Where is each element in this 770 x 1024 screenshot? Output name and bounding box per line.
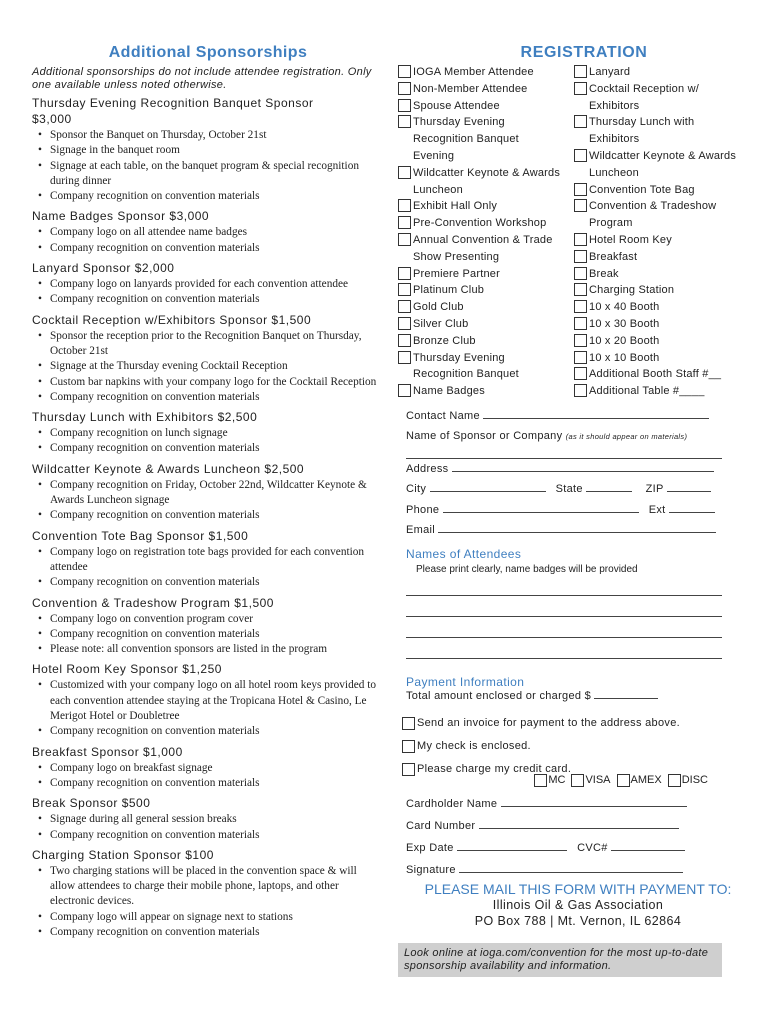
attendee-line[interactable] (406, 596, 722, 617)
mail-org: Illinois Oil & Gas Association (492, 897, 664, 912)
benefit-item: • Signage at each table, on the banquet program & special recognition during dinner (50, 159, 384, 190)
check-option[interactable] (402, 740, 758, 753)
option-label: 10 x 10 Booth (589, 351, 660, 364)
attendees-note: Please print clearly, name badges will be provided (416, 563, 638, 575)
card-type-options (398, 774, 708, 787)
invoice-checkbox[interactable] (402, 717, 415, 730)
checkbox[interactable] (398, 283, 411, 296)
check-checkbox[interactable] (402, 740, 415, 753)
invoice-option[interactable] (402, 717, 758, 730)
mail-address: PO Box 788 | Mt. Vernon, IL 62864 (474, 913, 682, 928)
option-label: Thursday Lunch with Exhibitors (589, 116, 695, 146)
option-label: Non-Member Attendee (413, 82, 528, 95)
cvc-label: CVC# (577, 841, 608, 854)
sponsor-benefits (32, 277, 384, 308)
card-type-checkbox[interactable] (668, 774, 681, 787)
sponsor-title: Break Sponsor $500 (32, 796, 151, 811)
benefit-item: • Company logo on lanyards provided for each convention attendee (50, 277, 384, 292)
card-type-option[interactable] (617, 774, 662, 787)
address-label: Address (406, 462, 449, 475)
option-label: Spouse Attendee (413, 99, 500, 112)
benefit-item: • Company recognition on convention materials (50, 828, 384, 843)
sponsor-title: Cocktail Reception w/Exhibitors Sponsor $1,500 (32, 312, 312, 327)
registration-option[interactable] (398, 98, 574, 115)
cardholder-label: Cardholder Name (406, 797, 498, 810)
registration-option[interactable] (574, 316, 754, 333)
sponsor-benefits (32, 864, 384, 940)
card-type-checkbox[interactable] (571, 774, 584, 787)
option-label: Additional Table #____ (589, 385, 705, 398)
option-label: 10 x 30 Booth (589, 317, 660, 330)
option-label: Name Badges (413, 385, 485, 398)
registration-option[interactable] (398, 316, 574, 333)
phone-field[interactable] (406, 500, 758, 521)
sponsor-title: Thursday Evening Recognition Banquet Sponsor $3,000 (32, 96, 314, 126)
registration-option[interactable] (574, 198, 754, 232)
checkbox[interactable] (398, 384, 411, 397)
benefit-item: • Company logo on all attendee name badges (50, 225, 384, 240)
invoice-label: Send an invoice for payment to the address above. (417, 717, 680, 730)
email-label: Email (406, 524, 436, 537)
sponsor-title: Convention & Tradeshow Program $1,500 (32, 595, 274, 610)
registration-option[interactable] (574, 350, 754, 367)
checkbox[interactable] (398, 334, 411, 347)
checkbox[interactable] (574, 233, 587, 246)
benefit-item: • Company recognition on convention materials (50, 189, 384, 204)
checkbox[interactable] (574, 300, 587, 313)
sponsorships-title: Additional Sponsorships (108, 44, 308, 61)
registration-option[interactable] (574, 282, 754, 299)
sponsor-benefits (32, 478, 384, 524)
sponsor-benefits (32, 329, 384, 405)
attendee-line[interactable] (406, 617, 722, 638)
sponsor-title: Thursday Lunch with Exhibitors $2,500 (32, 410, 258, 425)
card-number-field[interactable] (406, 815, 758, 837)
city-state-zip-field[interactable] (406, 479, 758, 500)
option-label: Wildcatter Keynote & Awards Luncheon (413, 166, 561, 196)
attendee-line[interactable] (406, 638, 722, 659)
registration-options (398, 64, 758, 400)
option-label: Gold Club (413, 301, 464, 314)
registration-option[interactable] (574, 299, 754, 316)
checkbox[interactable] (398, 65, 411, 78)
registration-option[interactable] (574, 333, 754, 350)
checkbox[interactable] (574, 250, 587, 263)
credit-checkbox[interactable] (402, 763, 415, 776)
registration-option[interactable] (574, 81, 754, 115)
checkbox[interactable] (574, 183, 587, 196)
signature-label: Signature (406, 863, 456, 876)
checkbox[interactable] (574, 115, 587, 128)
benefit-item: • Company logo will appear on signage next to stations (50, 910, 384, 925)
card-type-label: DISC (681, 774, 708, 787)
sponsor-benefits (32, 426, 384, 457)
sponsor-title: Wildcatter Keynote & Awards Luncheon $2,500 (32, 461, 305, 476)
zip-label: ZIP (645, 483, 664, 496)
benefit-item: • Signage during all general session breaks (50, 812, 384, 827)
email-field[interactable] (406, 520, 758, 541)
contact-name-field[interactable] (406, 406, 758, 427)
benefit-item: • Customized with your company logo on all hotel room keys provided to each convention attendee staying at the Tropicana Hotel & Casino, Le Merigot Hotel or Doubletree (50, 678, 384, 724)
registration-option[interactable] (398, 232, 574, 266)
registration-option[interactable] (398, 350, 574, 384)
registration-title: REGISTRATION (520, 44, 648, 61)
checkbox[interactable] (574, 367, 587, 380)
checkbox[interactable] (574, 82, 587, 95)
sponsor-benefits (32, 128, 384, 204)
exp-date-label: Exp Date (406, 841, 454, 854)
city-label: City (406, 483, 427, 496)
benefit-item: • Company recognition on convention materials (50, 292, 384, 307)
signature-field[interactable] (406, 859, 758, 881)
checkbox[interactable] (574, 199, 587, 212)
benefit-item: • Company recognition on convention materials (50, 724, 384, 739)
registration-option[interactable] (398, 333, 574, 350)
checkbox[interactable] (398, 300, 411, 313)
option-label: Cocktail Reception w/ Exhibitors (589, 82, 699, 112)
sponsor-title: Hotel Room Key Sponsor $1,250 (32, 662, 222, 677)
card-type-option[interactable] (571, 774, 610, 787)
address-field[interactable] (406, 459, 758, 480)
sponsor-title: Lanyard Sponsor $2,000 (32, 261, 175, 276)
sponsor-benefits (32, 612, 384, 658)
sponsor-title: Charging Station Sponsor $100 (32, 847, 214, 862)
checkbox[interactable] (398, 317, 411, 330)
benefit-item: • Company recognition on convention materials (50, 575, 384, 590)
sponsor-benefits (32, 812, 384, 843)
contact-section (398, 406, 758, 541)
checkbox[interactable] (398, 233, 411, 246)
option-label: Annual Convention & Trade Show Presenting (413, 233, 553, 263)
benefit-item: • Company recognition on convention materials (50, 241, 384, 256)
option-label: Charging Station (589, 284, 675, 297)
checkbox[interactable] (574, 65, 587, 78)
sponsor-benefits (32, 678, 384, 739)
registration-option[interactable] (398, 198, 574, 215)
state-label: State (555, 483, 583, 496)
option-label: Hotel Room Key (589, 233, 672, 246)
option-label: 10 x 40 Booth (589, 301, 660, 314)
registration-option[interactable] (574, 232, 754, 249)
sponsor-title: Breakfast Sponsor $1,000 (32, 744, 183, 759)
checkbox[interactable] (574, 267, 587, 280)
sponsor-benefits (32, 225, 384, 256)
payment-title: Payment Information (406, 674, 525, 689)
checkbox[interactable] (574, 283, 587, 296)
checkbox[interactable] (574, 317, 587, 330)
option-label: Break (589, 267, 619, 280)
sponsor-name-note: (as it should appear on materials) (565, 432, 688, 442)
registration-option[interactable] (574, 266, 754, 283)
registration-option[interactable] (398, 383, 574, 400)
registration-option[interactable] (574, 249, 754, 266)
checkbox[interactable] (398, 166, 411, 179)
benefit-item: • Company logo on registration tote bags provided for each convention attendee (50, 545, 384, 576)
option-label: Breakfast (589, 250, 638, 263)
total-amount-field[interactable] (406, 689, 758, 703)
registration-option[interactable] (398, 114, 574, 164)
registration-option[interactable] (398, 299, 574, 316)
option-label: Wildcatter Keynote & Awards Luncheon (589, 149, 737, 179)
option-label: Bronze Club (413, 334, 476, 347)
checkbox[interactable] (398, 216, 411, 229)
benefit-item: • Company recognition on convention materials (50, 627, 384, 642)
exp-cvc-field[interactable] (406, 837, 758, 859)
registration-option[interactable] (574, 182, 754, 199)
card-details (398, 793, 758, 881)
option-label: Exhibit Hall Only (413, 200, 498, 213)
sponsor-name-field[interactable] (406, 426, 758, 448)
registration-option[interactable] (398, 266, 574, 283)
registration-option[interactable] (574, 366, 754, 383)
card-type-checkbox[interactable] (617, 774, 630, 787)
benefit-item: • Company recognition on lunch signage (50, 426, 384, 441)
registration-option[interactable] (398, 215, 574, 232)
card-type-label: VISA (585, 774, 611, 787)
option-label: Silver Club (413, 317, 469, 330)
option-label: Convention Tote Bag (589, 183, 695, 196)
registration-option[interactable] (398, 81, 574, 98)
option-label: 10 x 20 Booth (589, 334, 660, 347)
credit-label: Please charge my credit card. (417, 763, 572, 776)
option-label: Additional Booth Staff #__ (589, 368, 722, 381)
checkbox[interactable] (574, 334, 587, 347)
phone-label: Phone (406, 503, 440, 516)
registration-option[interactable] (398, 64, 574, 81)
sponsorships-intro: Additional sponsorships do not include attendee registration. Only one available unless noted otherwise. (32, 66, 372, 91)
benefit-item: • Sponsor the reception prior to the Recognition Banquet on Thursday, October 21st (50, 329, 384, 360)
sponsor-benefits (32, 545, 384, 591)
sponsorships-column (32, 44, 384, 940)
benefit-item: • Company recognition on Friday, October 22nd, Wildcatter Keynote & Awards Luncheon signage (50, 478, 384, 509)
benefit-item: • Company logo on convention program cover (50, 612, 384, 627)
option-label: Pre-Convention Workshop (413, 217, 547, 230)
attendees-title: Names of Attendees (406, 546, 522, 561)
benefit-item: • Company recognition on convention materials (50, 776, 384, 791)
benefit-item: • Please note: all convention sponsors are listed in the program (50, 642, 384, 657)
registration-option[interactable] (574, 64, 754, 81)
card-type-option[interactable] (668, 774, 708, 787)
benefit-item: • Company recognition on convention materials (50, 441, 384, 456)
benefit-item: • Sponsor the Banquet on Thursday, October 21st (50, 128, 384, 143)
card-type-label: AMEX (630, 774, 662, 787)
attendee-line[interactable] (406, 575, 722, 596)
checkbox[interactable] (398, 82, 411, 95)
registration-options-right (574, 64, 754, 400)
check-label: My check is enclosed. (417, 740, 531, 753)
sponsor-name-label: Name of Sponsor or Company (406, 430, 563, 443)
benefit-item: • Company recognition on convention materials (50, 925, 384, 940)
sponsor-title: Name Badges Sponsor $3,000 (32, 209, 210, 224)
registration-option[interactable] (574, 383, 754, 400)
registration-option[interactable] (574, 114, 754, 148)
cardholder-field[interactable] (406, 793, 758, 815)
benefit-item: • Company recognition on convention materials (50, 390, 384, 405)
option-label: Lanyard (589, 66, 631, 78)
option-label: Thursday Evening Recognition Banquet (413, 351, 519, 381)
sponsor-name-line[interactable] (406, 448, 722, 459)
option-label: Convention & Tradeshow Program (589, 200, 717, 230)
card-type-option[interactable] (534, 774, 565, 787)
card-number-label: Card Number (406, 819, 476, 832)
contact-name-label: Contact Name (406, 409, 480, 422)
card-type-label: MC (548, 774, 566, 787)
sponsor-benefits (32, 761, 384, 792)
total-amount-label: Total amount enclosed or charged $ (406, 689, 592, 702)
checkbox[interactable] (398, 199, 411, 212)
checkbox[interactable] (398, 99, 411, 112)
sponsor-list (32, 95, 384, 940)
checkbox[interactable] (398, 115, 411, 128)
registration-option[interactable] (574, 148, 754, 182)
registration-column (398, 44, 758, 977)
benefit-item: • Signage in the banquet room (50, 143, 384, 158)
benefit-item: • Company logo on breakfast signage (50, 761, 384, 776)
registration-options-left (398, 64, 574, 400)
registration-option[interactable] (398, 165, 574, 199)
checkbox[interactable] (398, 351, 411, 364)
benefit-item: • Custom bar napkins with your company logo for the Cocktail Reception (50, 375, 384, 390)
option-label: Thursday Evening Recognition Banquet Evening (413, 116, 519, 162)
registration-option[interactable] (398, 282, 574, 299)
option-label: IOGA Member Attendee (413, 66, 534, 78)
ext-label: Ext (648, 503, 666, 516)
checkbox[interactable] (574, 351, 587, 364)
card-type-checkbox[interactable] (534, 774, 547, 787)
benefit-item: • Company recognition on convention materials (50, 508, 384, 523)
online-note: Look online at ioga.com/convention for the most up-to-date sponsorship availability and information. (398, 943, 722, 977)
mail-heading: PLEASE MAIL THIS FORM WITH PAYMENT TO: (424, 880, 732, 897)
checkbox[interactable] (398, 267, 411, 280)
sponsor-title: Convention Tote Bag Sponsor $1,500 (32, 528, 249, 543)
option-label: Platinum Club (413, 284, 485, 297)
option-label: Premiere Partner (413, 267, 500, 280)
benefit-item: • Two charging stations will be placed in the convention space & will allow attendees to charge their mobile phone, laptops, and other electronic devices. (50, 864, 384, 910)
checkbox[interactable] (574, 384, 587, 397)
checkbox[interactable] (574, 149, 587, 162)
benefit-item: • Signage at the Thursday evening Cocktail Reception (50, 359, 384, 374)
